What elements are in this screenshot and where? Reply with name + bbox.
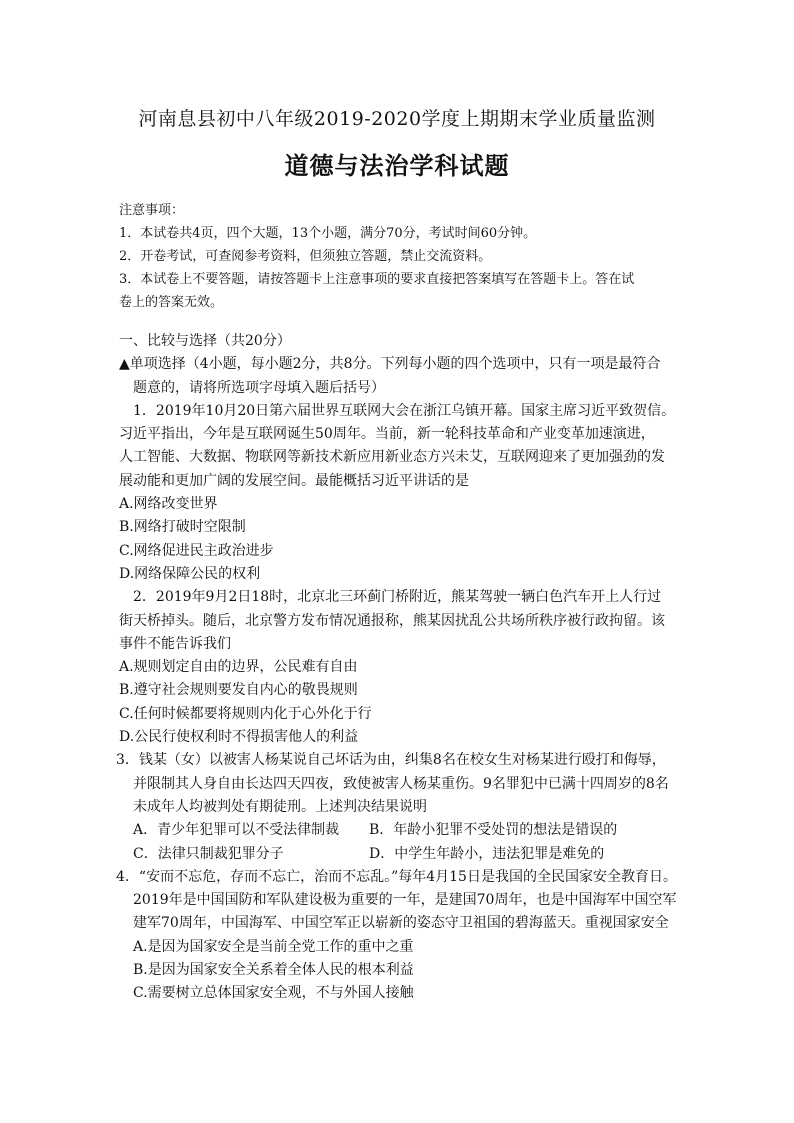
q3-option-d: D．中学生年龄小，违法犯罪是难免的 xyxy=(369,845,605,862)
notes-item-1: 1．本试卷共4页，四个大题，13个小题，满分70分，考试时间60分钟。 xyxy=(119,226,537,241)
q3-text-line: 未成年人均被判处有期徒刑。上述判决结果说明 xyxy=(133,798,427,815)
q3-options-row xyxy=(119,843,684,866)
q4-text-line: 建军70周年，中国海军、中国空军正以崭新的姿态守卫祖国的碧海蓝天。重视国家安全 xyxy=(133,915,669,932)
single-choice-instruction-cont: 题意的，请将所选项字母填入题后括号） xyxy=(133,379,385,396)
q3-option-b: B．年龄小犯罪不受处罚的想法是错误的 xyxy=(369,822,618,839)
q1-option-b: B.网络打破时空限制 xyxy=(119,519,246,536)
q3-text-line: 3．钱某（女）以被害人杨某说自己坏话为由，纠集8名在校女生对杨某进行殴打和侮辱， xyxy=(116,752,666,769)
q1-text-line: 展动能和更加广阔的发展空间。最能概括习近平讲话的是 xyxy=(119,472,469,489)
q1-text-line: 1．2019年10月20日第六届世界互联网大会在浙江乌镇开幕。国家主席习近平致贺信。 xyxy=(133,402,676,419)
q4-option-b: B.是因为国家安全关系着全体人民的根本利益 xyxy=(133,962,414,979)
q2-option-c: C.任何时候都要将规则内化于心外化于行 xyxy=(119,705,372,722)
notes-item-3: 3．本试卷上不要答题，请按答题卡上注意事项的要求直接把答案填写在答题卡上。答在试 xyxy=(119,272,635,287)
q4-option-c: C.需要树立总体国家安全观，不与外国人接触 xyxy=(133,985,414,1002)
q3-option-a: A．青少年犯罪可以不受法律制裁 xyxy=(133,822,340,839)
q2-option-a: A.规则划定自由的边界，公民难有自由 xyxy=(119,659,358,676)
exam-title-line1: 河南息县初中八年级2019-2020学度上期期末学业质量监测 xyxy=(138,108,656,130)
q1-text-line: 习近平指出，今年是互联网诞生50周年。当前，新一轮科技革命和产业变革加速演进， xyxy=(119,426,655,443)
notes-item-2: 2．开卷考试，可查阅参考资料，但须独立答题，禁止交流资料。 xyxy=(119,249,492,264)
section1-heading: 一、比较与选择（共20分） xyxy=(119,333,291,349)
q3-options-row xyxy=(119,819,684,842)
q3-text-line: 并限制其人身自由长达四天四夜，致使被害人杨某重伤。9名罪犯中已满十四周岁的8名 xyxy=(133,775,669,792)
q2-text-line: 2．2019年9月2日18时，北京北三环蓟门桥附近，熊某驾驶一辆白色汽车开上人行过 xyxy=(133,589,662,606)
q3-option-c: C．法律只制裁犯罪分子 xyxy=(133,845,284,862)
q2-text-line: 街天桥掉头。随后，北京警方发布情况通报称，熊某因扰乱公共场所秩序被行政拘留。该 xyxy=(119,612,665,629)
single-choice-instruction: ▲单项选择（4小题，每小题2分，共8分。下列每小题的四个选项中，只有一项是最符合 xyxy=(119,356,661,373)
q2-option-b: B.遵守社会规则要发自内心的敬畏规则 xyxy=(119,682,358,699)
notes-item-3-cont: 卷上的答案无效。 xyxy=(119,295,224,310)
q4-option-a: A.是因为国家安全是当前全党工作的重中之重 xyxy=(133,938,414,955)
exam-title-subject: 道德与法治学科试题 xyxy=(284,151,510,180)
questions-body xyxy=(116,330,684,1006)
notes-heading: 注意事项： xyxy=(119,203,185,218)
q4-text-line: 4．“安而不忘危，存而不忘亡，治而不忘乱。”每年4月15日是我国的全民国家安全教育日。 xyxy=(116,868,677,885)
q1-text-line: 人工智能、大数据、物联网等新技术新应用新业态方兴未艾，互联网迎来了更加强劲的发 xyxy=(119,449,665,466)
q4-text-line: 2019年是中国国防和军队建设极为重要的一年，是建国70周年，也是中国海军中国空军 xyxy=(133,892,677,909)
q2-option-d: D.公民行使权利时不得损害他人的利益 xyxy=(119,729,359,746)
q1-option-c: C.网络促进民主政治进步 xyxy=(119,542,274,559)
q2-text-line: 事件不能告诉我们 xyxy=(119,635,231,652)
q1-option-a: A.网络改变世界 xyxy=(119,496,218,513)
notes-section xyxy=(119,199,679,314)
q1-option-d: D.网络保障公民的权利 xyxy=(119,565,261,582)
